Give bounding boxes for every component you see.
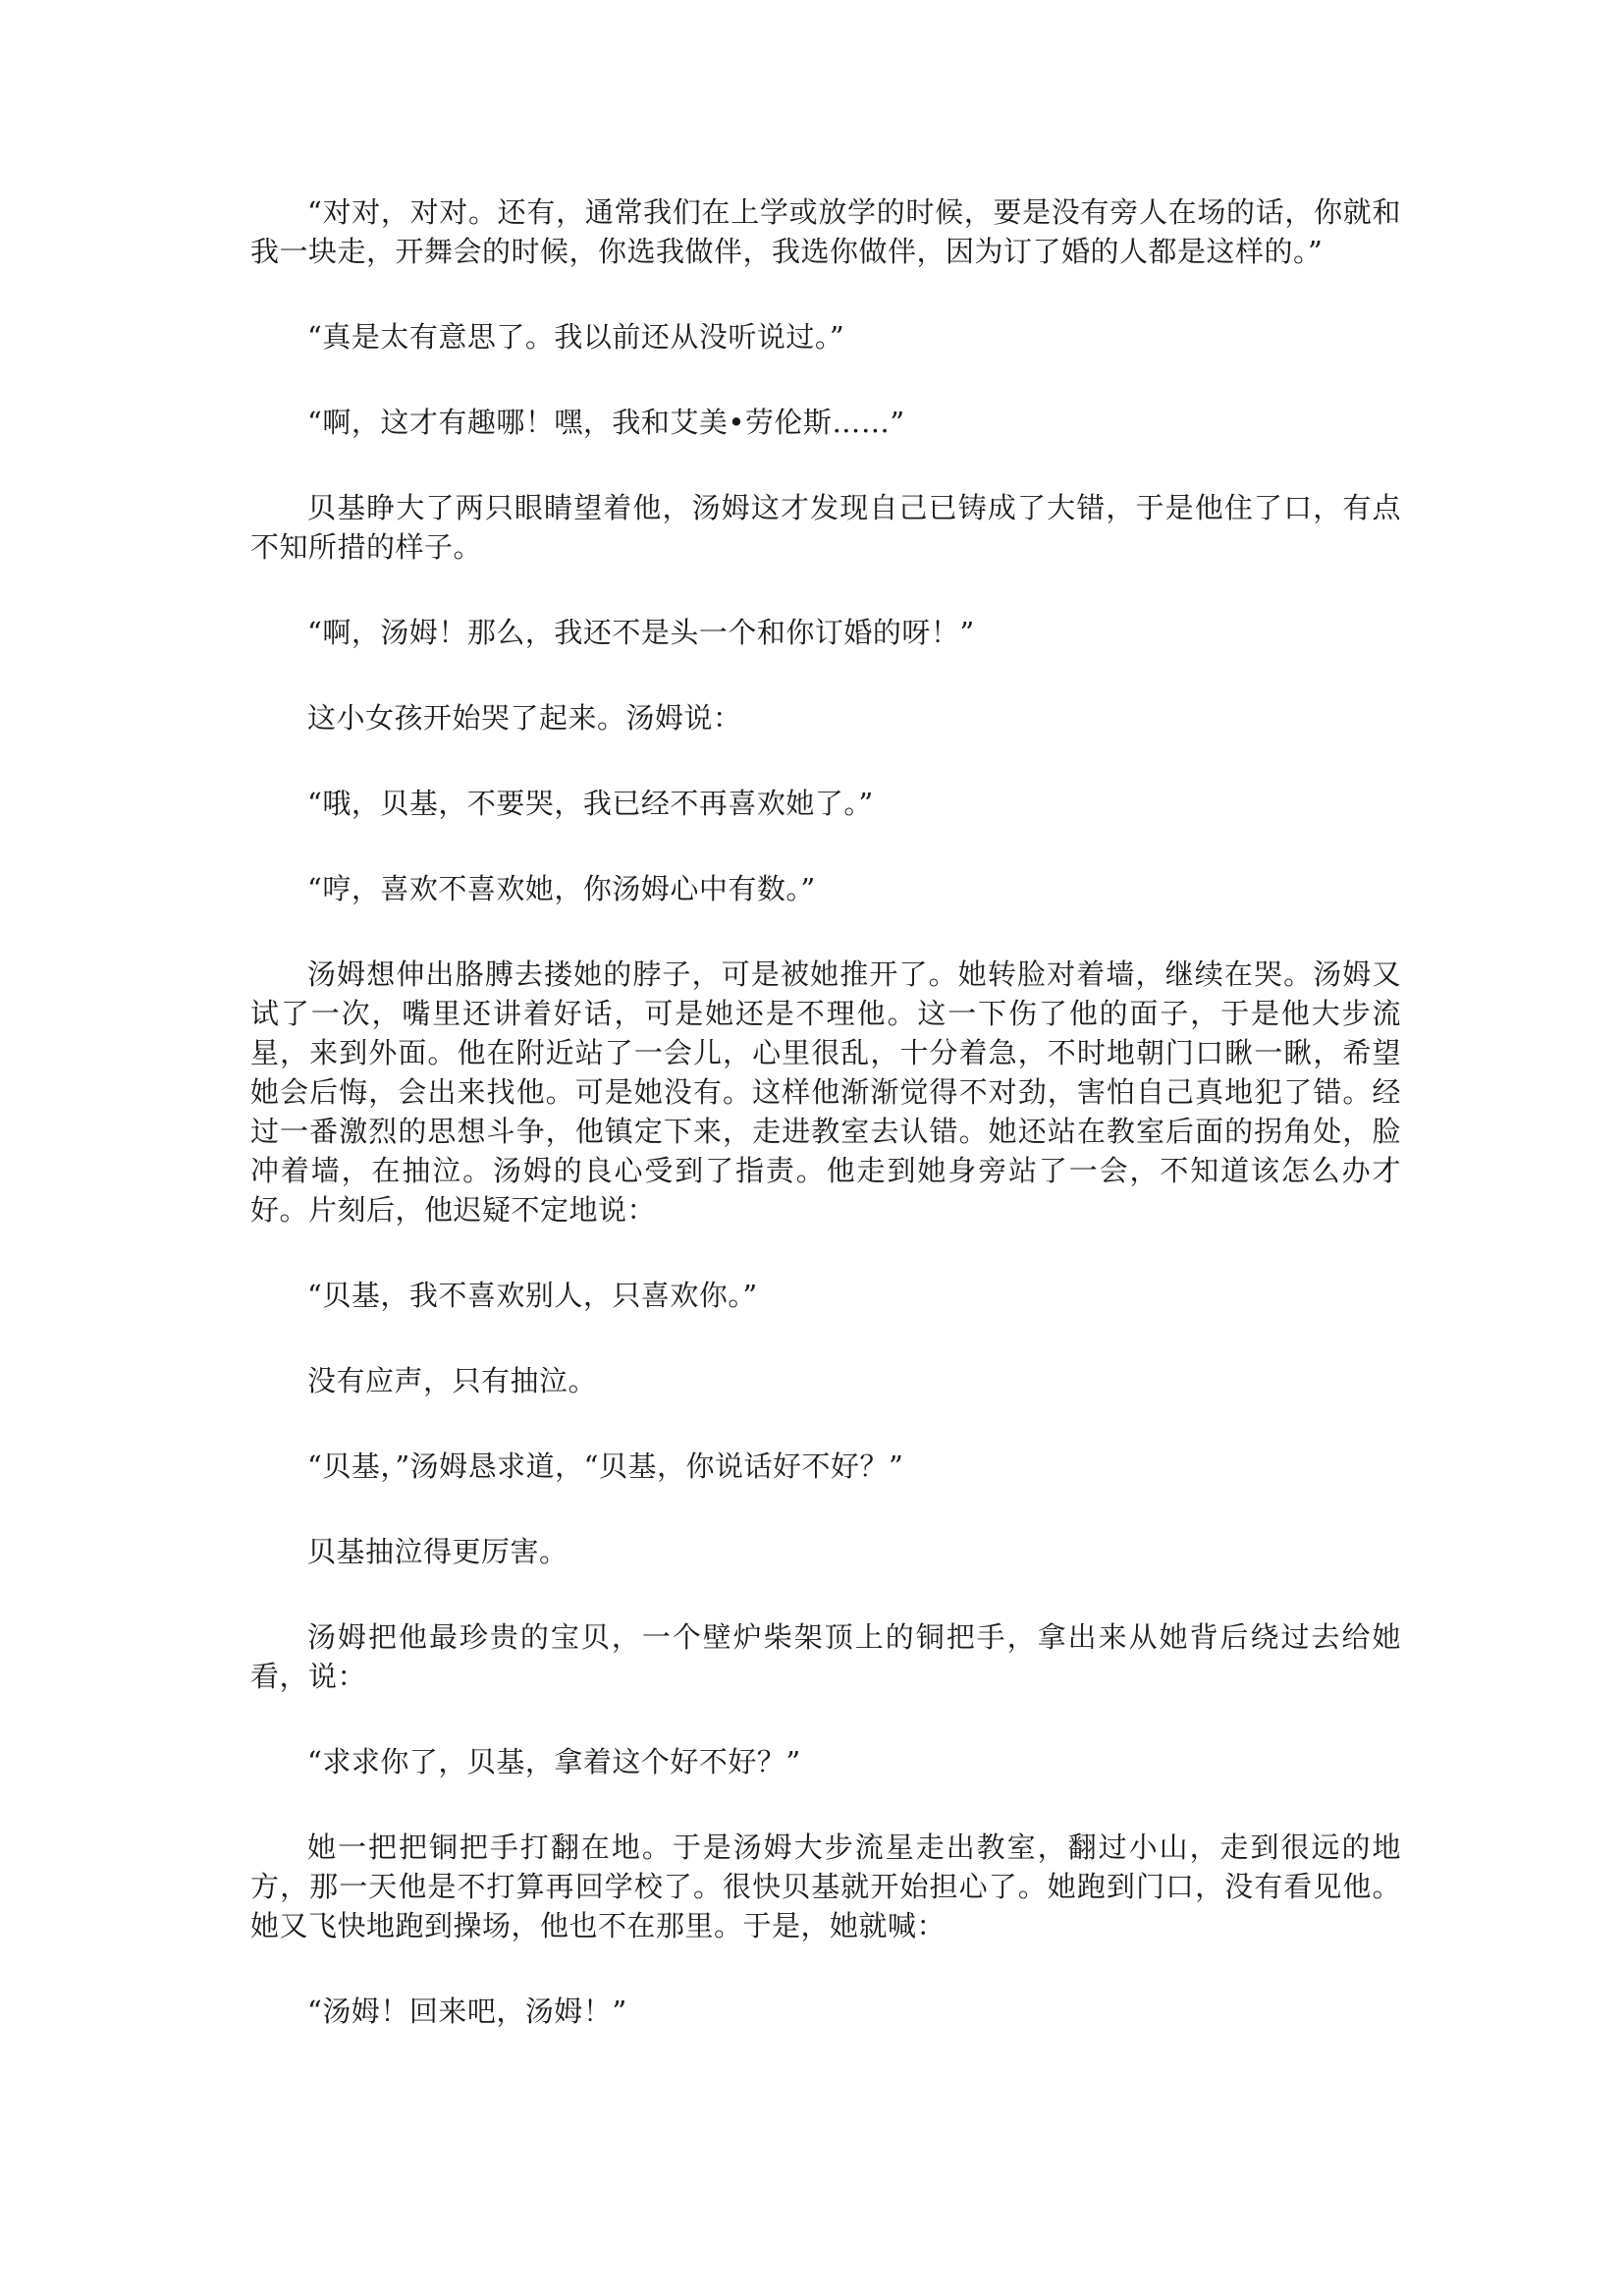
paragraph: 她一把把铜把手打翻在地。于是汤姆大步流星走出教室，翻过小山，走到很远的地方，那一天他是不打算再回学校了。很快贝基就开始担心了。她跑到门口，没有看见他。她又飞快地跑到操场，他也不在那里。于是，她就喊： bbox=[250, 1831, 1401, 1942]
paragraph: “求求你了，贝基，拿着这个好不好？” bbox=[307, 1745, 801, 1778]
paragraph: 汤姆把他最珍贵的宝贝，一个壁炉柴架顶上的铜把手，拿出来从她背后绕过去给她看，说： bbox=[250, 1620, 1401, 1693]
paragraph: 汤姆想伸出胳膊去搂她的脖子，可是被她推开了。她转脸对着墙，继续在哭。汤姆又试了一次，嘴里还讲着好话，可是她还是不理他。这一下伤了他的面子，于是他大步流星，来到外面。他在附近站了一会儿，心里很乱，十分着急，不时地朝门口瞅一瞅，希望她会后悔，会出来找他。可是她没有。这样他渐渐觉得不对劲，害怕自己真地犯了错。经过一番激烈的思想斗争，他镇定下来，走进教室去认错。她还站在教室后面的拐角处，脸冲着墙，在抽泣。汤姆的良心受到了指责。他走到她身旁站了一会，不知道该怎么办才好。片刻后，他迟疑不定地说： bbox=[250, 957, 1401, 1227]
paragraph: 贝基睁大了两只眼睛望着他，汤姆这才发现自己已铸成了大错，于是他住了口，有点不知所措的样子。 bbox=[250, 491, 1401, 564]
paragraph: “贝基，”汤姆恳求道，“贝基，你说话好不好？” bbox=[307, 1449, 904, 1483]
paragraph: “汤姆！回来吧，汤姆！” bbox=[307, 1995, 627, 2028]
paragraph: “贝基，我不喜欢别人，只喜欢你。” bbox=[307, 1279, 758, 1312]
paragraph: 这小女孩开始哭了起来。汤姆说： bbox=[307, 701, 742, 735]
body-text bbox=[250, 192, 1401, 2077]
paragraph: “啊，汤姆！那么，我还不是头一个和你订婚的呀！” bbox=[307, 616, 975, 649]
paragraph: “对对，对对。还有，通常我们在上学或放学的时候，要是没有旁人在场的话，你就和我一块走，开舞会的时候，你选我做伴，我选你做伴，因为订了婚的人都是这样的。” bbox=[250, 195, 1401, 268]
paragraph: “哦，贝基，不要哭，我已经不再喜欢她了。” bbox=[307, 787, 874, 820]
paragraph: “啊，这才有趣哪！嘿，我和艾美•劳伦斯……” bbox=[307, 406, 905, 439]
paragraph: “真是太有意思了。我以前还从没听说过。” bbox=[307, 320, 845, 354]
paragraph: 没有应声，只有抽泣。 bbox=[307, 1364, 598, 1397]
paragraph: “哼，喜欢不喜欢她，你汤姆心中有数。” bbox=[307, 872, 816, 905]
paragraph: 贝基抽泣得更厉害。 bbox=[307, 1535, 568, 1568]
